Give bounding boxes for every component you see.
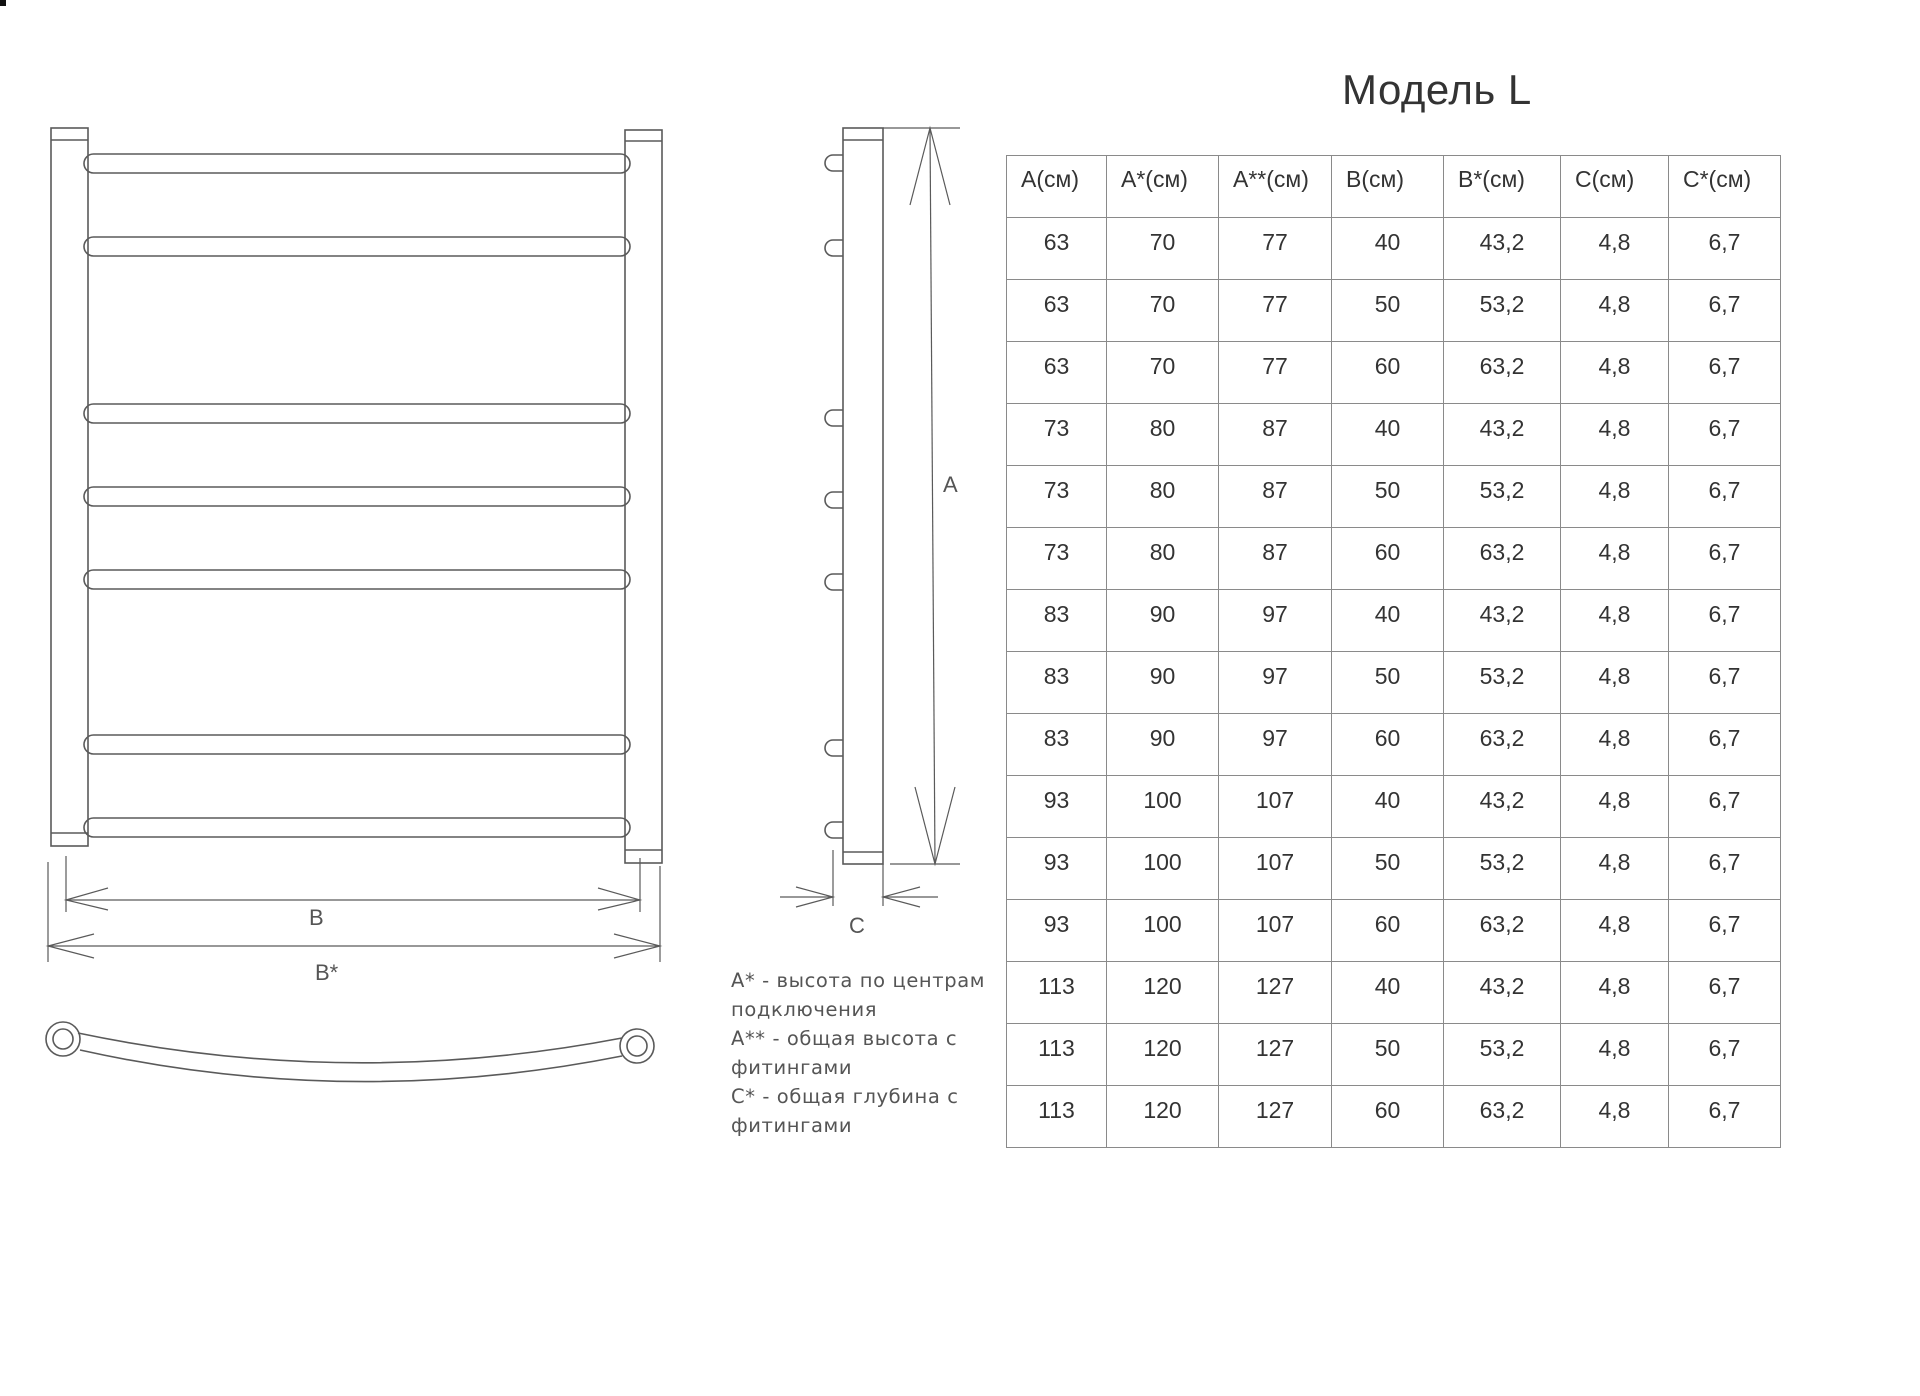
table-cell: 50 [1332,652,1444,714]
table-cell: 127 [1219,1024,1332,1086]
table-body [1007,218,1781,1148]
table-cell: 43,2 [1444,404,1561,466]
table-cell: 6,7 [1669,342,1781,404]
table-row [1007,900,1781,962]
table-cell: 93 [1007,900,1107,962]
table-row [1007,280,1781,342]
table-cell: 4,8 [1561,280,1669,342]
dimension-b-star [48,862,660,962]
table-row [1007,776,1781,838]
dimension-a-label: A [943,472,958,497]
table-cell: 4,8 [1561,1086,1669,1148]
table-row [1007,1024,1781,1086]
dimension-c-label: C [849,913,865,938]
table-cell: 80 [1107,466,1219,528]
table-cell: 63 [1007,342,1107,404]
table-cell: 4,8 [1561,776,1669,838]
table-cell: 6,7 [1669,714,1781,776]
table-cell: 4,8 [1561,404,1669,466]
table-cell: 90 [1107,590,1219,652]
table-row [1007,342,1781,404]
table-cell: 40 [1332,404,1444,466]
table-cell: 60 [1332,1086,1444,1148]
table-row [1007,714,1781,776]
table-cell: 40 [1332,962,1444,1024]
note-line: подключения [731,998,878,1021]
table-cell: 77 [1219,342,1332,404]
table-cell: 77 [1219,218,1332,280]
table-cell: 53,2 [1444,652,1561,714]
column-header: С(см) [1561,156,1669,218]
legend-notes [731,966,1011,1140]
table-cell: 90 [1107,714,1219,776]
front-view [48,128,662,962]
table-cell: 93 [1007,838,1107,900]
dimension-b-star-label: B* [315,960,339,985]
table-cell: 70 [1107,218,1219,280]
table-cell: 63,2 [1444,900,1561,962]
table-cell: 50 [1332,838,1444,900]
table-cell: 63,2 [1444,1086,1561,1148]
table-row [1007,528,1781,590]
table-cell: 120 [1107,962,1219,1024]
dimension-b [66,856,640,912]
note-line: С* - общая глубина с [731,1085,959,1108]
table-cell: 60 [1332,528,1444,590]
table-header [1007,156,1781,218]
table-cell: 4,8 [1561,342,1669,404]
column-header: А**(см) [1219,156,1332,218]
table-cell: 97 [1219,714,1332,776]
table-cell: 60 [1332,900,1444,962]
note-line: фитингами [731,1114,853,1137]
dimension-c [780,850,938,907]
table-cell: 6,7 [1669,652,1781,714]
table-cell: 63,2 [1444,714,1561,776]
table-cell: 73 [1007,528,1107,590]
left-post [51,128,88,846]
table-cell: 83 [1007,590,1107,652]
table-cell: 100 [1107,776,1219,838]
table-cell: 107 [1219,900,1332,962]
table-cell: 127 [1219,1086,1332,1148]
table-cell: 63,2 [1444,528,1561,590]
table-row [1007,652,1781,714]
table-cell: 70 [1107,342,1219,404]
table-cell: 53,2 [1444,280,1561,342]
column-header: А*(см) [1107,156,1219,218]
table-cell: 87 [1219,528,1332,590]
table-row [1007,962,1781,1024]
table-cell: 53,2 [1444,1024,1561,1086]
column-header: В*(см) [1444,156,1561,218]
table-cell: 83 [1007,714,1107,776]
table-cell: 4,8 [1561,838,1669,900]
note-line: А** - общая высота с [731,1027,958,1050]
table-row [1007,590,1781,652]
table-cell: 4,8 [1561,652,1669,714]
table-cell: 6,7 [1669,962,1781,1024]
table-row [1007,838,1781,900]
table-cell: 77 [1219,280,1332,342]
table-row [1007,218,1781,280]
table-cell: 87 [1219,466,1332,528]
table-cell: 80 [1107,404,1219,466]
table-cell: 53,2 [1444,466,1561,528]
table-cell: 6,7 [1669,466,1781,528]
table-cell: 80 [1107,528,1219,590]
table-cell: 83 [1007,652,1107,714]
table-cell: 73 [1007,466,1107,528]
table-cell: 113 [1007,1086,1107,1148]
table-row [1007,1086,1781,1148]
table-row [1007,404,1781,466]
table-cell: 43,2 [1444,590,1561,652]
table-cell: 4,8 [1561,528,1669,590]
table-cell: 40 [1332,590,1444,652]
table-cell: 100 [1107,838,1219,900]
table-cell: 127 [1219,962,1332,1024]
table-cell: 70 [1107,280,1219,342]
column-header: В(см) [1332,156,1444,218]
table-cell: 50 [1332,280,1444,342]
table-cell: 120 [1107,1086,1219,1148]
table-cell: 40 [1332,218,1444,280]
table-cell: 6,7 [1669,528,1781,590]
table-cell: 6,7 [1669,838,1781,900]
table-cell: 43,2 [1444,776,1561,838]
column-header: А(см) [1007,156,1107,218]
table-cell: 43,2 [1444,218,1561,280]
table-cell: 87 [1219,404,1332,466]
table-cell: 107 [1219,776,1332,838]
table-cell: 60 [1332,342,1444,404]
table-cell: 4,8 [1561,1024,1669,1086]
dimension-b-label: B [309,905,324,930]
table-cell: 60 [1332,714,1444,776]
table-cell: 100 [1107,900,1219,962]
table-cell: 93 [1007,776,1107,838]
table-cell: 63 [1007,218,1107,280]
header-row [1007,156,1781,218]
table-cell: 73 [1007,404,1107,466]
table-cell: 6,7 [1669,776,1781,838]
table-cell: 4,8 [1561,962,1669,1024]
table-cell: 4,8 [1561,218,1669,280]
table-cell: 90 [1107,652,1219,714]
page-title: Модель L [1342,66,1532,113]
table-cell: 50 [1332,1024,1444,1086]
table-cell: 6,7 [1669,218,1781,280]
table-cell: 6,7 [1669,900,1781,962]
table-cell: 107 [1219,838,1332,900]
side-view [780,128,960,907]
table-cell: 50 [1332,466,1444,528]
table-cell: 53,2 [1444,838,1561,900]
table-cell: 97 [1219,652,1332,714]
table-cell: 4,8 [1561,714,1669,776]
table-cell: 43,2 [1444,962,1561,1024]
table-cell: 97 [1219,590,1332,652]
note-line: А* - высота по центрам [731,969,986,992]
top-view [46,1022,654,1082]
side-post [843,128,883,864]
table-cell: 6,7 [1669,1024,1781,1086]
table-cell: 40 [1332,776,1444,838]
table-cell: 4,8 [1561,466,1669,528]
table-cell: 113 [1007,962,1107,1024]
table-cell: 6,7 [1669,404,1781,466]
table-cell: 6,7 [1669,590,1781,652]
table-cell: 4,8 [1561,590,1669,652]
table-cell: 63,2 [1444,342,1561,404]
dimensions-table [1006,155,1781,1148]
column-header: С*(см) [1669,156,1781,218]
table-cell: 4,8 [1561,900,1669,962]
side-fittings [825,155,843,838]
table-cell: 113 [1007,1024,1107,1086]
table-cell: 63 [1007,280,1107,342]
table-cell: 120 [1107,1024,1219,1086]
table-row [1007,466,1781,528]
rungs [84,154,630,837]
table-cell: 6,7 [1669,1086,1781,1148]
table-cell: 6,7 [1669,280,1781,342]
note-line: фитингами [731,1056,853,1079]
